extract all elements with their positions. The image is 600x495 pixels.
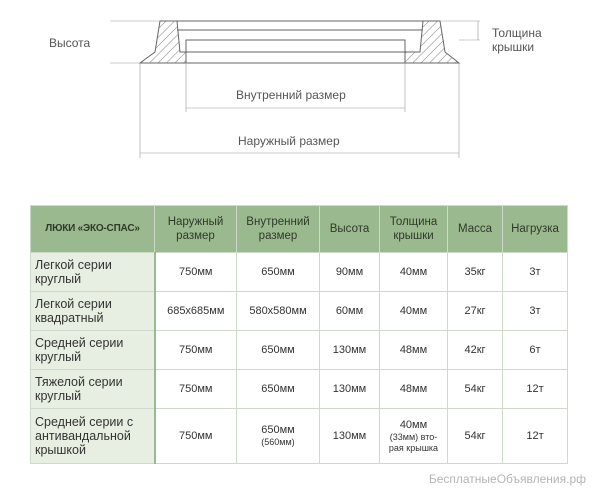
thickness-cell: 40мм [380, 253, 448, 292]
inner-size-cell: 580х580мм [237, 292, 320, 331]
mass-cell: 27кг [448, 292, 503, 331]
right-frame-profile [405, 21, 459, 63]
thickness-cell: 48мм [380, 370, 448, 409]
thickness-note: (33мм) вто-рая крышка [388, 431, 439, 453]
inner-size-cell: 650мм [237, 253, 320, 292]
lid-plate [177, 21, 423, 52]
outer-size-cell: 685х685мм [155, 292, 237, 331]
col-header-mass: Масса [448, 206, 503, 253]
manhole-specs-table [30, 205, 568, 464]
table-header-row [31, 206, 568, 253]
inner-size-cell [237, 409, 320, 464]
outer-size-cell: 750мм [155, 253, 237, 292]
thickness-value: 40мм [399, 418, 428, 431]
lid-thickness-label: Толщина крышки [492, 26, 542, 54]
load-cell: 12т [503, 409, 568, 464]
thickness-cell: 40мм [380, 292, 448, 331]
mass-cell: 54кг [448, 370, 503, 409]
col-header-lid-thickness: Толщина крышки [380, 206, 448, 253]
outer-size-cell: 750мм [155, 409, 237, 464]
table-row [31, 253, 568, 292]
product-name: Средней серии с антивандальной крышкой [31, 409, 155, 464]
table-row [31, 292, 568, 331]
mass-cell: 42кг [448, 331, 503, 370]
table-row [31, 370, 568, 409]
load-cell: 12т [503, 370, 568, 409]
mass-cell: 54кг [448, 409, 503, 464]
thickness-cell [380, 409, 448, 464]
table-row [31, 409, 568, 464]
mass-cell: 35кг [448, 253, 503, 292]
col-header-inner-size: Внутренний размер [237, 206, 320, 253]
inner-size-cell: 650мм [237, 370, 320, 409]
thickness-cell: 48мм [380, 331, 448, 370]
height-cell: 130мм [320, 409, 380, 464]
height-cell: 130мм [320, 331, 380, 370]
load-cell: 3т [503, 292, 568, 331]
height-cell: 60мм [320, 292, 380, 331]
col-header-outer-size: Наружный размер [155, 206, 237, 253]
outer-size-label: Наружный размер [238, 134, 340, 148]
inner-size-value: 650мм [261, 424, 295, 436]
load-cell: 3т [503, 253, 568, 292]
load-cell: 6т [503, 331, 568, 370]
height-cell: 90мм [320, 253, 380, 292]
product-name: Тяжелой серии круглый [31, 370, 155, 409]
col-header-product: ЛЮКИ «ЭКО-СПАС» [31, 206, 155, 253]
product-name: Средней серии круглый [31, 331, 155, 370]
product-name: Легкой серии квадратный [31, 292, 155, 331]
inner-size-note: (560мм) [261, 437, 295, 447]
inner-size-label: Внутренний размер [236, 88, 346, 102]
outer-size-cell: 750мм [155, 370, 237, 409]
col-header-load: Нагрузка [503, 206, 568, 253]
height-label: Высота [49, 36, 91, 50]
site-watermark: БесплатныеОбъявления.рф [428, 472, 586, 486]
outer-size-cell: 750мм [155, 331, 237, 370]
left-frame-profile [140, 21, 186, 63]
inner-size-cell: 650мм [237, 331, 320, 370]
table-row [31, 331, 568, 370]
height-cell: 130мм [320, 370, 380, 409]
col-header-height: Высота [320, 206, 380, 253]
product-name: Легкой серии круглый [31, 253, 155, 292]
